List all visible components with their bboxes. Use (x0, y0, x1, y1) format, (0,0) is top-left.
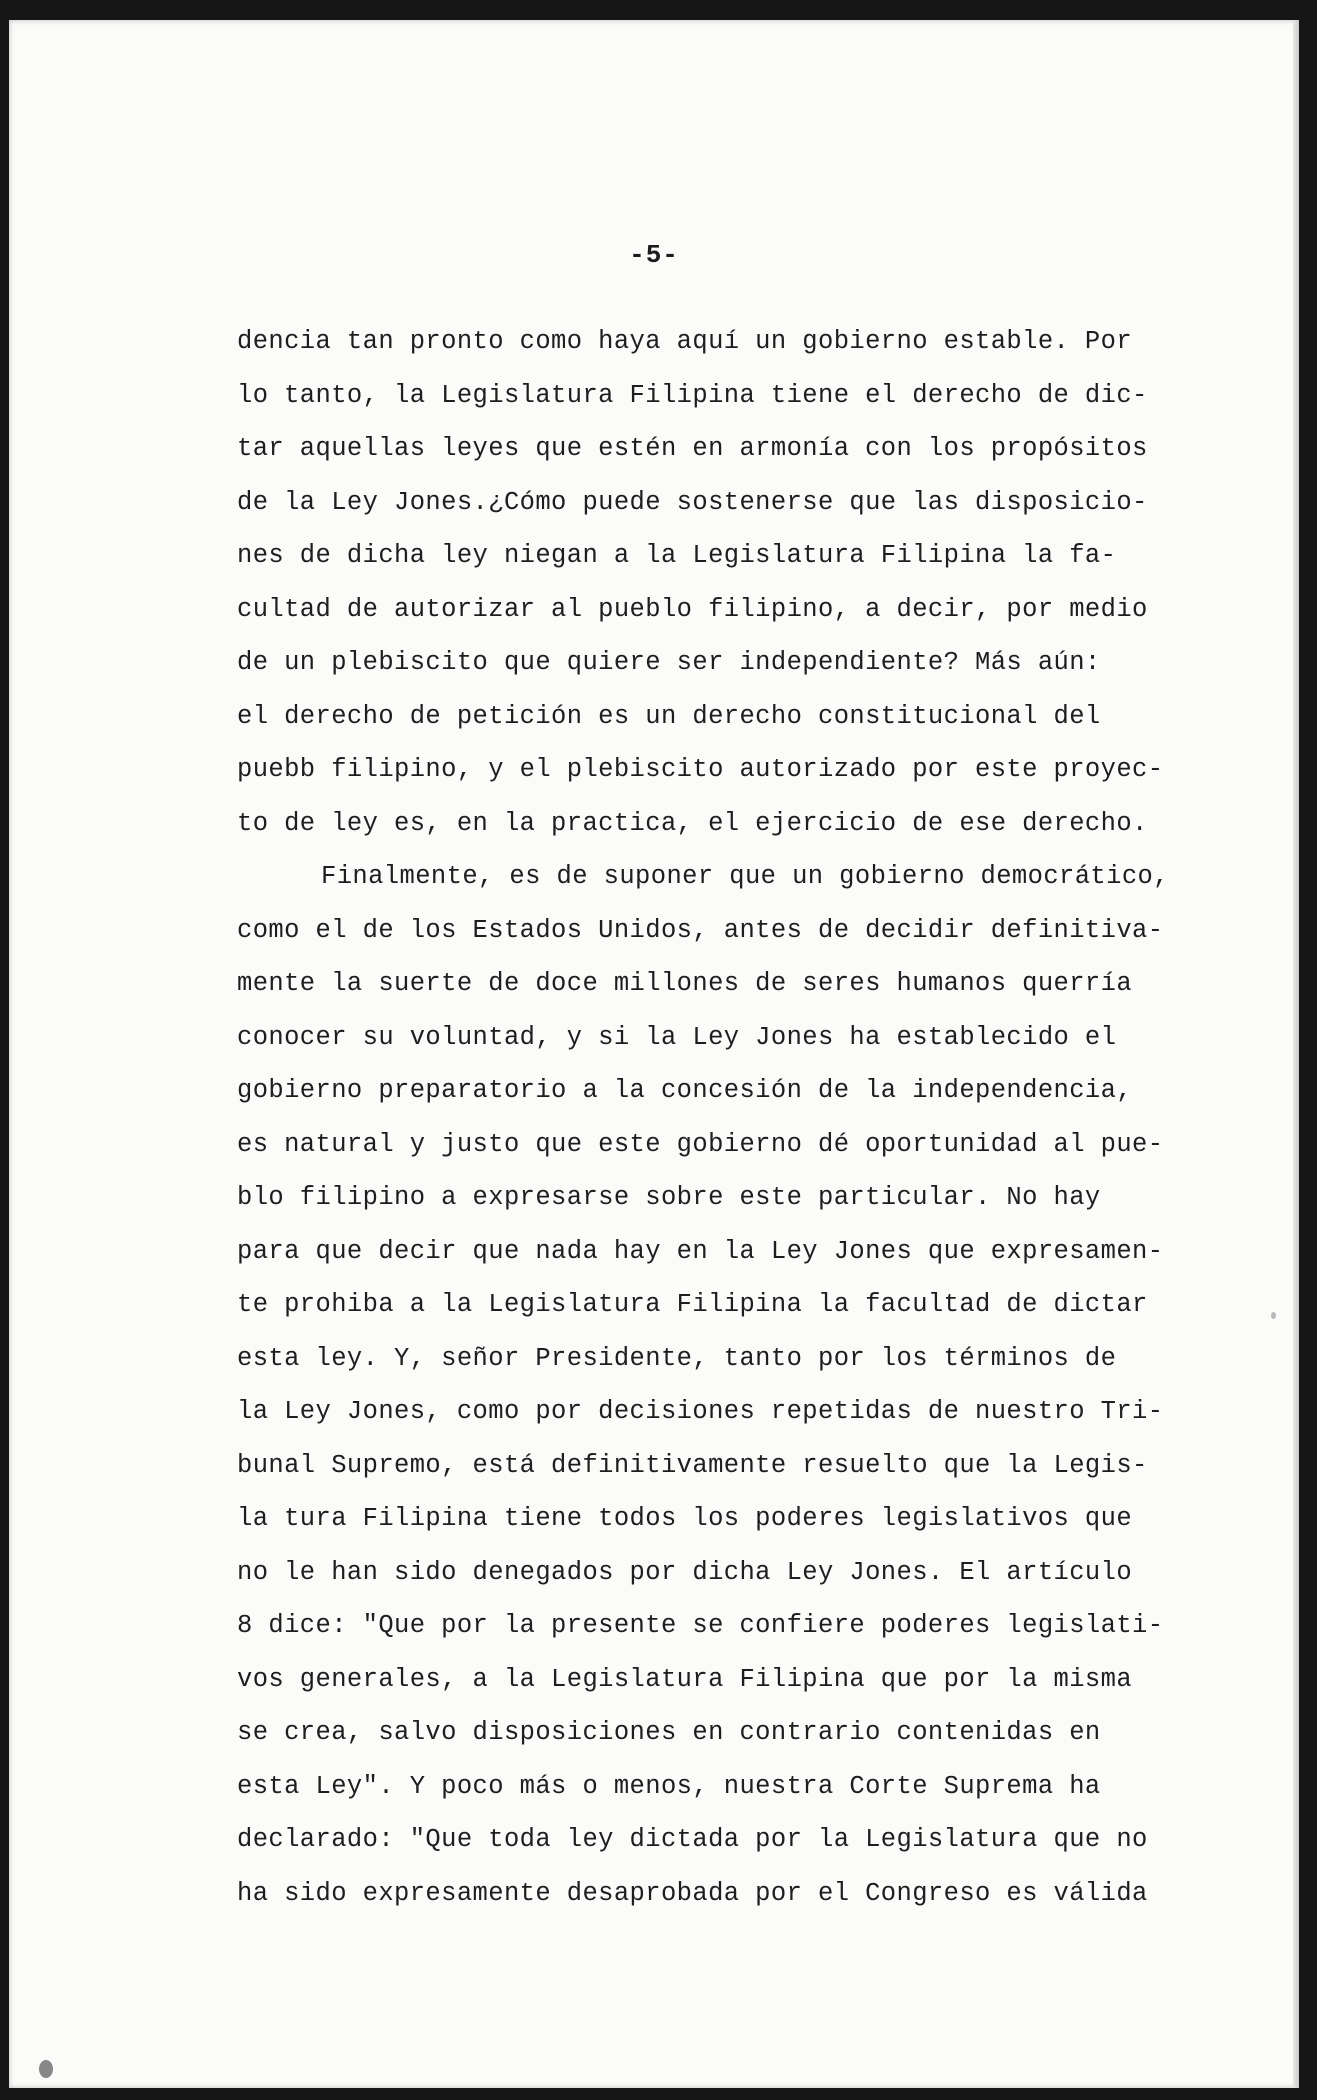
text-line: esta ley. Y, señor Presidente, tanto por los términos de (237, 1343, 1117, 1373)
text-line: de un plebiscito que quiere ser independiente? Más aún: (237, 648, 1101, 677)
text-line: conocer su voluntad, y si la Ley Jones ha establecido el (237, 1022, 1117, 1052)
page-edge (1293, 20, 1299, 2088)
text-line: 8 dice: "Que por la presente se confiere poderes legislati- (237, 1611, 1164, 1640)
text-line: de la Ley Jones.¿Cómo puede sostenerse que las disposicio- (237, 487, 1148, 517)
text-line: declarado: "Que toda ley dictada por la Legislatura que no (237, 1825, 1148, 1854)
text-line: se crea, salvo disposiciones en contrario contenidas en (237, 1718, 1101, 1747)
text-line: para que decir que nada hay en la Ley Jones que expresamen- (237, 1236, 1164, 1266)
text-line: ha sido expresamente desaprobada por el Congreso es válida (237, 1878, 1148, 1908)
text-line: como el de los Estados Unidos, antes de decidir definitiva- (237, 915, 1164, 945)
text-line: te prohiba a la Legislatura Filipina la facultad de dictar (237, 1290, 1148, 1319)
text-line: esta Ley". Y poco más o menos, nuestra Corte Suprema ha (237, 1771, 1101, 1801)
text-line: dencia tan pronto como haya aquí un gobierno estable. Por (237, 327, 1133, 356)
text-line: puebb filipino, y el plebiscito autorizado por este proyec- (237, 755, 1164, 784)
text-line: gobierno preparatorio a la concesión de la independencia, (237, 1076, 1133, 1105)
text-line: bunal Supremo, está definitivamente resuelto que la Legis- (237, 1450, 1148, 1480)
text-line: to de ley es, en la practica, el ejercicio de ese derecho. (237, 808, 1148, 838)
text-line: mente la suerte de doce millones de seres humanos querría (237, 969, 1133, 998)
text-line: no le han sido denegados por dicha Ley Jones. El artículo (237, 1557, 1133, 1587)
body-text (237, 315, 1197, 1920)
page-number: -5- (629, 240, 679, 270)
text-line: el derecho de petición es un derecho constitucional del (237, 701, 1101, 731)
text-line: nes de dicha ley niegan a la Legislatura Filipina la fa- (237, 541, 1117, 570)
text-line: la Ley Jones, como por decisiones repetidas de nuestro Tri- (237, 1397, 1164, 1426)
text-line: Finalmente, es de suponer que un gobierno democrático, (321, 862, 1169, 891)
document-page (9, 20, 1299, 2088)
text-line: la tura Filipina tiene todos los poderes legislativos que (237, 1504, 1133, 1533)
text-line: blo filipino a expresarse sobre este particular. No hay (237, 1183, 1101, 1212)
text-line: lo tanto, la Legislatura Filipina tiene el derecho de dic- (237, 380, 1148, 410)
ink-speck (1271, 1312, 1276, 1319)
text-line: vos generales, a la Legislatura Filipina que por la misma (237, 1664, 1133, 1694)
ink-speck (39, 2060, 53, 2078)
text-line: tar aquellas leyes que estén en armonía con los propósitos (237, 434, 1148, 463)
text-line: cultad de autorizar al pueblo filipino, a decir, por medio (237, 594, 1148, 624)
text-line: es natural y justo que este gobierno dé oportunidad al pue- (237, 1129, 1164, 1159)
